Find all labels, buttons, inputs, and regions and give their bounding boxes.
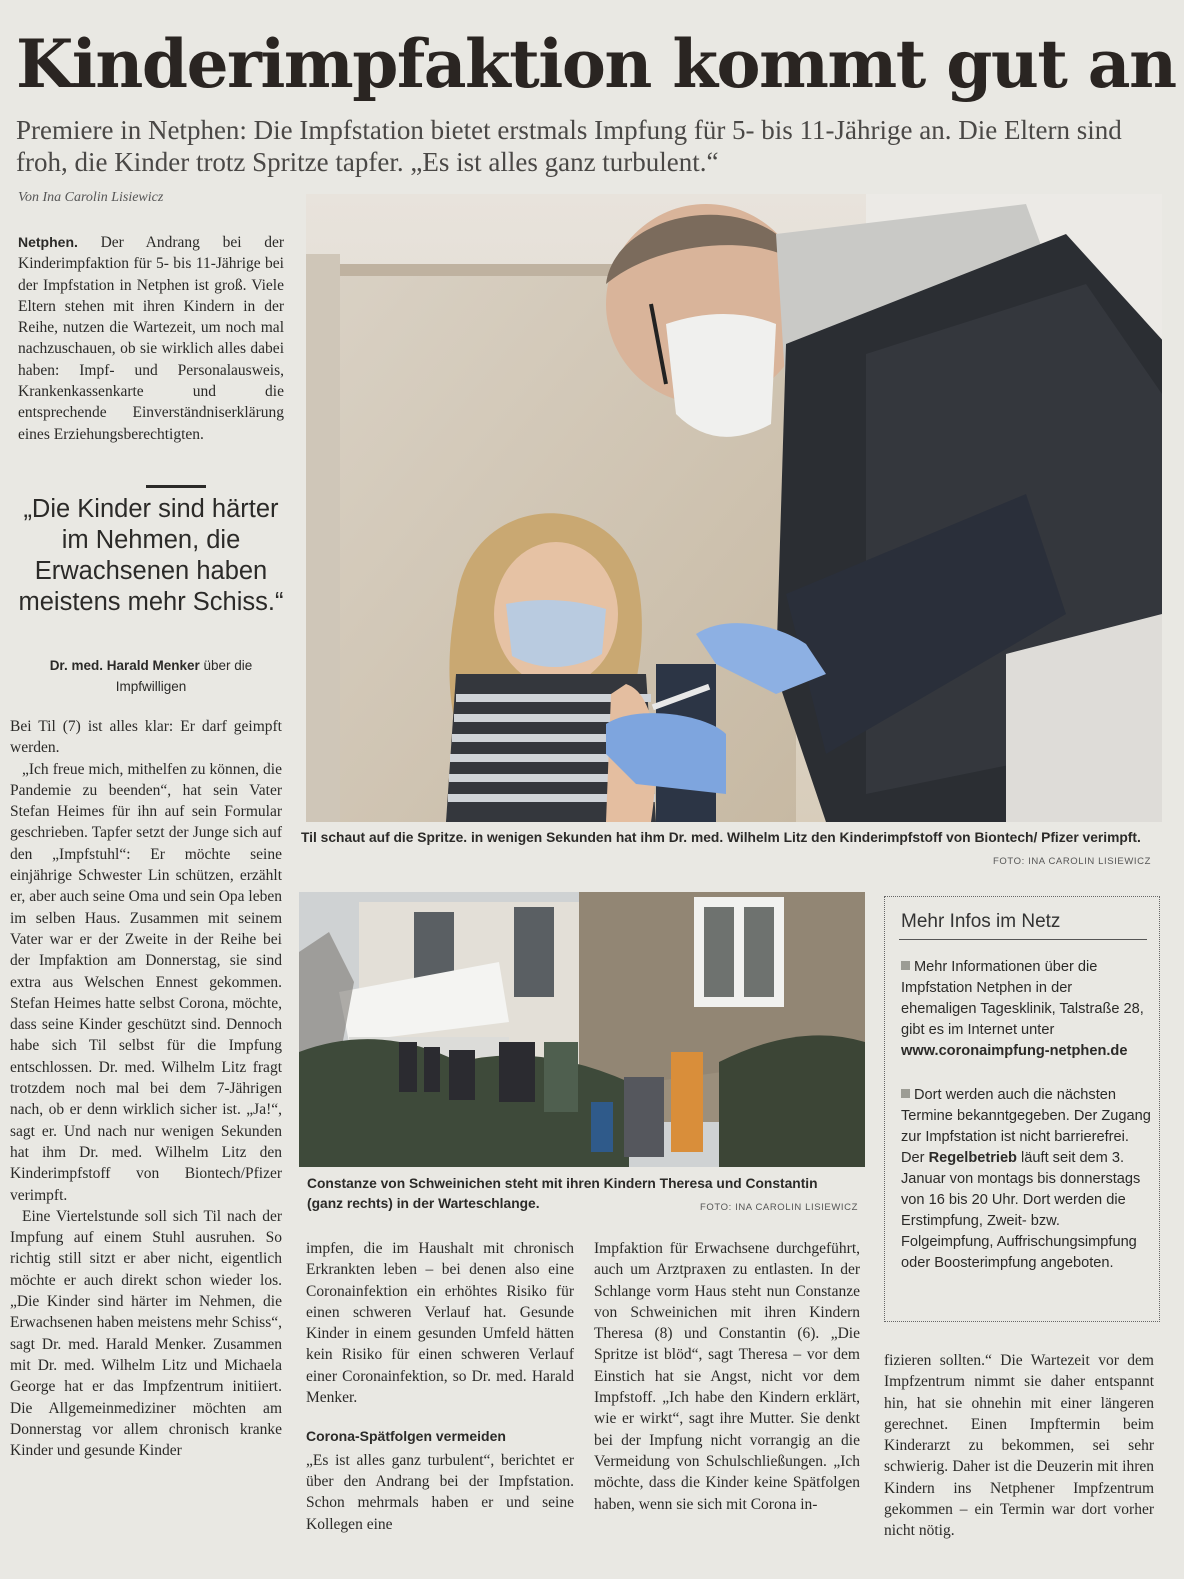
photo-vaccination [306, 194, 1162, 822]
quote-source-rest: über die Impfwilligen [115, 658, 253, 694]
info-item-bold: Regelbetrieb [928, 1150, 1017, 1166]
info-item-text: Mehr Informationen über die Impfstation Netphen in der ehemaligen Tagesklinik, Talstraße 28, gibt es im Internet unter [901, 959, 1144, 1038]
body-column-1 [10, 716, 282, 1461]
pull-quote: „Die Kinder sind härter im Nehmen, die Erwachsenen haben meistens mehr Schiss.“ [18, 495, 284, 616]
bullet-square-icon [901, 1089, 910, 1098]
photo-queue-caption: Constanze von Schweinichen steht mit ihren Kindern Theresa und Constantin (ganz rechts) in der Warteschlange. [307, 1176, 818, 1211]
photo-queue [299, 892, 865, 1167]
dateline-city: Netphen. [18, 234, 78, 250]
section-subheading: Corona-Spätfolgen vermeiden [306, 1428, 506, 1445]
author-byline: Von Ina Carolin Lisiewicz [18, 190, 164, 205]
info-item-text: läuft seit dem 3. Januar von montags bis donnerstags von 16 bis 20 Uhr. Dort werden die Erstimpfung, Zweit- bzw. Folgeimpfung, Auffrischungsimpfung oder Boosterimpfung angeboten. [901, 1150, 1141, 1271]
info-box-item-1 [901, 957, 1151, 1062]
photo-vaccination-caption: Til schaut auf die Spritze. in wenigen Sekunden hat ihm Dr. med. Wilhelm Litz den Kinderimpfstoff von Biontech/ Pfizer verimpft. [301, 830, 1141, 845]
photo-vaccination-image [306, 194, 1162, 822]
paragraph: „Es ist alles ganz turbulent“, berichtet er über den Andrang bei der Impfstation. Schon mehrmals haben er und seine Kollegen eine [306, 1451, 574, 1533]
info-box [884, 896, 1160, 1322]
body-column-3 [594, 1238, 860, 1515]
subheadline: Premiere in Netphen: Die Impfstation bietet erstmals Impfung für 5- bis 11-Jährige an. Die Eltern sind froh, die Kinder trotz Spritze tapfer. „Es ist alles ganz turbulent.“ [16, 115, 1122, 177]
paragraph: impfen, die im Haushalt mit chronisch Erkrankten leben – bei denen also eine Coronainfektion ein erhöhtes Risiko für einen schweren Verlauf hat. Gesunde Kinder in einem gesunden Umfeld hätten kein Risiko für einen schweren Verlauf einer Coronainfektion, so Dr. med. Harald Menker. [306, 1240, 574, 1407]
info-item-text: Dort werden auch die nächsten Termine bekanntgegeben. Der Zugang zur Impfstation ist nicht barrierefrei. Der [901, 1087, 1151, 1166]
lead-text: Der Andrang bei der Kinderimpfaktion für 5- bis 11-Jährige bei der Impfstation in Netphen ist groß. Viele Eltern stehen mit ihren Kindern in der Reihe, nutzen die Wartezeit, um noch mal nachzuschauen, ob sie wirklich alles dabei haben: Impf- und Personalausweis, Krankenkassenkarte und die entsprechende Einverständniserklärung eines Erziehungsberechtigten. [18, 234, 284, 443]
bullet-square-icon [901, 961, 910, 970]
info-box-rule [899, 939, 1147, 940]
quote-rule [146, 485, 206, 488]
paragraph: Impfaktion für Erwachsene durchgeführt, auch um Arztpraxen zu entlasten. In der Schlange vorm Haus steht nun Constanze von Schweinichen mit ihren Kindern Theresa (8) und Constantin (6). „Die Spritze ist blöd“, sagt Theresa – vor dem Einstich hat sie Angst, nicht vor dem Impfstoff. „Ich habe den Kindern erklärt, wie er wirkt“, sagt ihre Mutter. Sie denkt bei der Impfung nicht vorrangig an die Vermeidung von Schulschließungen. „Ich möchte, dass die Kinder keine Spätfolgen haben, wenn sie sich mit Corona in- [594, 1240, 860, 1513]
quote-source-name: Dr. med. Harald Menker [49, 658, 200, 673]
paragraph: fizieren sollten.“ Die Wartezeit vor dem Impfzentrum nimmt sie daher entspannt hin, hat sie ohnehin mit einer längeren gerechnet. Einen Impftermin beim Kinderarzt zu bekommen, sei sehr schwierig. Daher ist die Deuzerin mit ihren Kindern ins Netphener Impfzentrum gekommen – ein Termin war dort vorher nicht nötig. [884, 1352, 1154, 1540]
paragraph: Bei Til (7) ist alles klar: Er darf geimpft werden. [10, 718, 282, 757]
headline: Kinderimpfaktion kommt gut an [16, 25, 1176, 103]
website-link[interactable]: www.coronaimpfung-netphen.de [901, 1043, 1128, 1059]
body-column-4 [884, 1350, 1154, 1542]
photo-queue-credit: FOTO: INA CAROLIN LISIEWICZ [700, 1202, 859, 1213]
paragraph: Eine Viertelstunde soll sich Til nach der Impfung auf einem Stuhl ausruhen. So richtig still sitzt er aber nicht, eigentlich möchte er auch direkt schon wieder los. „Die Kinder sind härter im Nehmen, die Erwachsenen haben meistens mehr Schiss“, sagt Dr. med. Harald Menker. Zusammen mit Dr. med. Wilhelm Litz und Michaela George hat er das Impfzentrum initiiert. Die Allgemeinmediziner möchten am Donnerstag vor allem chronisch kranke Kinder und gesunde Kinder [10, 1207, 282, 1460]
pull-quote-source [18, 655, 284, 697]
photo-queue-image [299, 892, 865, 1167]
body-column-2 [306, 1238, 574, 1535]
paragraph: „Ich freue mich, mithelfen zu können, die Pandemie zu beenden“, hat sein Vater Stefan Heimes für ihn auf sein Formular geschrieben. Tapfer setzt der Junge sich auf den „Impfstuhl“: Er möchte seine einjährige Schwester Lin schützen, erzählt er, aber auch seine Oma und sein Opa leben im selben Haus. Zusammen mit seinem Vater war er der Zweite in der Reihe bei der Impfaktion am Donnerstag, sie sind extra aus Welschen Ennest gekommen. Stefan Heimes hatte selbst Corona, möchte, dass seine Kinder geschützt sind. Dennoch habe sich Til selbst für die Impfung entschlossen. Dr. med. Wilhelm Litz fragt trotzdem noch mal bei dem 7-Jährigen nach, ob er denn wirklich sicher ist. „Ja!“, sagt er. Und nach nur wenigen Sekunden hat ihm Dr. med. Wilhelm Litz den Kinderimpfstoff von Biontech/Pfizer verimpft. [10, 760, 282, 1204]
lead-paragraph [18, 232, 284, 445]
info-box-title: Mehr Infos im Netz [901, 911, 1061, 932]
photo-vaccination-credit: FOTO: INA CAROLIN LISIEWICZ [993, 856, 1152, 867]
info-box-item-2 [901, 1085, 1151, 1274]
